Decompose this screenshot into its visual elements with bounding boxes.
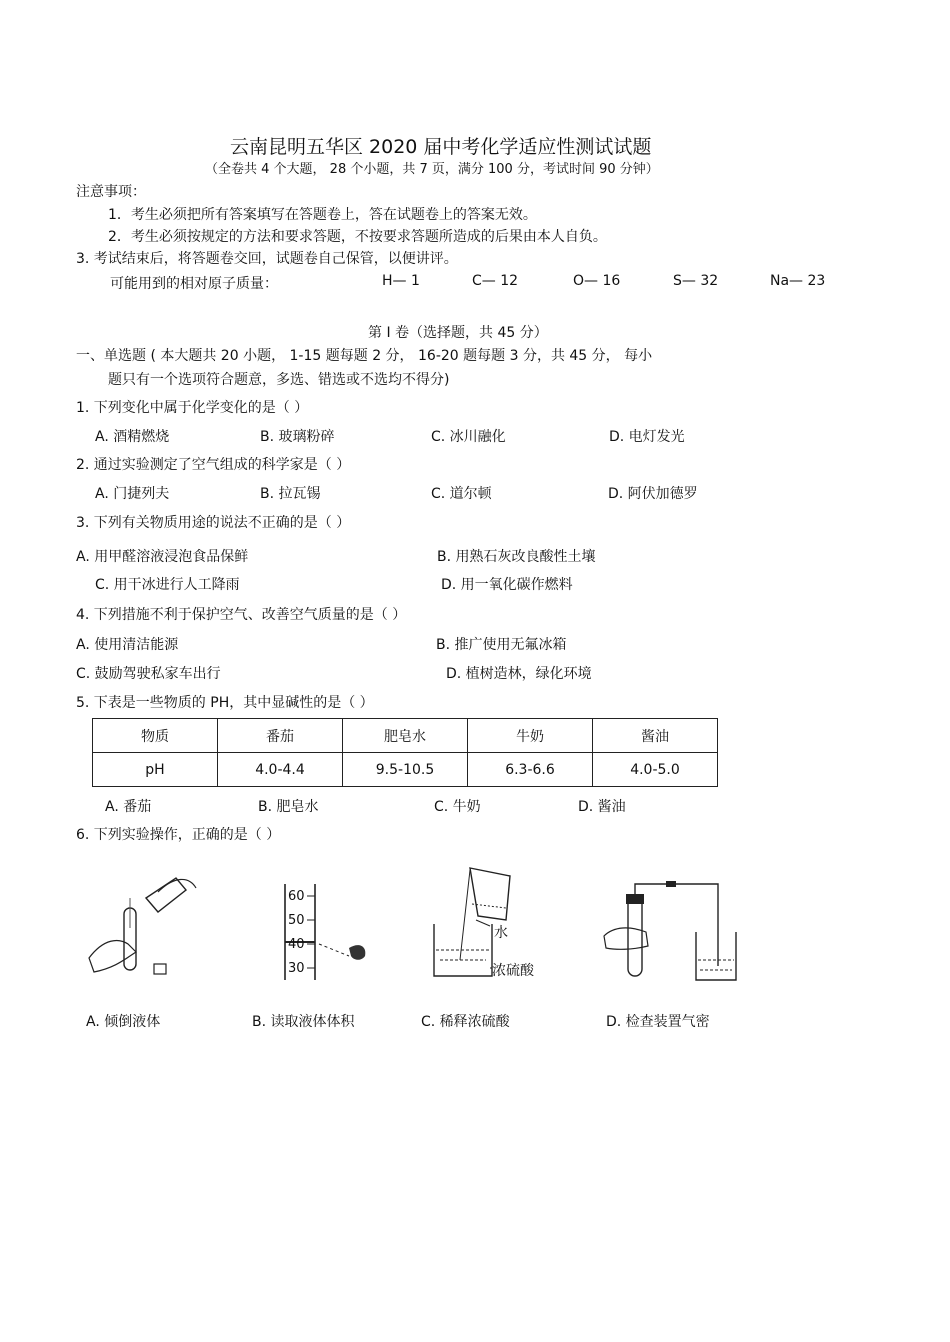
option-a: A. 番茄 xyxy=(105,799,152,815)
table-header-cell: 牛奶 xyxy=(468,719,593,753)
option-b: B. 拉瓦锡 xyxy=(260,486,321,502)
page-title: 云南昆明五华区 2020 届中考化学适应性测试试题 xyxy=(230,136,652,158)
table-cell: 4.0-4.4 xyxy=(218,753,343,787)
cylinder-tick: 60 xyxy=(288,889,305,904)
option-b: B. 用熟石灰改良酸性土壤 xyxy=(437,549,596,565)
table-header-cell: 肥皂水 xyxy=(343,719,468,753)
table-header-cell: 番茄 xyxy=(218,719,343,753)
figure-reading-volume xyxy=(275,880,375,980)
option-c: C. 用干冰进行人工降雨 xyxy=(95,577,240,593)
option-b: B. 玻璃粉碎 xyxy=(260,429,335,445)
notice-heading: 注意事项： xyxy=(76,184,146,200)
option-d: D. 阿伏加德罗 xyxy=(608,486,698,502)
part-instructions-cont: 题只有一个选项符合题意，多选、错选或不选均不得分) xyxy=(108,372,450,388)
option-a: A. 用甲醛溶液浸泡食品保鲜 xyxy=(76,549,249,565)
ph-table xyxy=(92,718,718,787)
option-a: A. 倾倒液体 xyxy=(86,1014,161,1030)
option-c: C. 稀释浓硫酸 xyxy=(421,1014,510,1030)
cylinder-tick: 50 xyxy=(288,913,305,928)
notice-item: 1．考生必须把所有答案填写在答题卷上，答在试题卷上的答案无效。 xyxy=(108,207,537,223)
atomic-mass-label: 可能用到的相对原子质量： xyxy=(110,276,278,292)
option-b: B. 读取液体体积 xyxy=(252,1014,355,1030)
exam-info: （全卷共 4 个大题， 28 个小题，共 7 页，满分 100 分，考试时间 90 分钟） xyxy=(205,162,659,177)
figure-diluting-acid xyxy=(430,864,534,984)
option-d: D. 酱油 xyxy=(578,799,626,815)
question-stem: 3. 下列有关物质用途的说法不正确的是（ ） xyxy=(76,515,351,531)
atomic-mass-o: O— 16 xyxy=(573,273,621,289)
table-cell: 4.0-5.0 xyxy=(593,753,718,787)
option-c: C. 道尔顿 xyxy=(431,486,492,502)
option-c: C. 鼓励驾驶私家车出行 xyxy=(76,666,221,682)
question-stem: 6. 下列实验操作，正确的是（ ） xyxy=(76,827,281,843)
question-stem: 4. 下列措施不利于保护空气、改善空气质量的是（ ） xyxy=(76,607,407,623)
notice-item: 2．考生必须按规定的方法和要求答题，不按要求答题所造成的后果由本人自负。 xyxy=(108,229,607,245)
option-a: A. 使用清洁能源 xyxy=(76,637,179,653)
question-stem: 2. 通过实验测定了空气组成的科学家是（ ） xyxy=(76,457,351,473)
notice-item: 3. 考试结束后，将答题卷交回，试题卷自己保管，以便讲评。 xyxy=(76,251,458,267)
option-d: D. 检查装置气密 xyxy=(606,1014,710,1030)
figure-pouring-liquid xyxy=(84,868,204,988)
atomic-mass-s: S— 32 xyxy=(673,273,719,289)
option-a: A. 门捷列夫 xyxy=(95,486,170,502)
atomic-mass-c: C— 12 xyxy=(472,273,519,289)
option-d: D. 电灯发光 xyxy=(609,429,685,445)
option-b: B. 肥皂水 xyxy=(258,799,319,815)
table-cell: 6.3-6.6 xyxy=(468,753,593,787)
table-cell: 9.5-10.5 xyxy=(343,753,468,787)
table-header-cell: 物质 xyxy=(93,719,218,753)
acid-label: 浓硫酸 xyxy=(492,963,534,979)
option-b: B. 推广使用无氟冰箱 xyxy=(436,637,567,653)
section-title: 第 I 卷（选择题，共 45 分） xyxy=(368,325,548,341)
option-c: C. 牛奶 xyxy=(434,799,481,815)
option-a: A. 酒精燃烧 xyxy=(95,429,170,445)
option-d: D. 用一氧化碳作燃料 xyxy=(441,577,573,593)
table-row xyxy=(93,719,718,753)
question-stem: 5. 下表是一些物质的 PH，其中显碱性的是（ ） xyxy=(76,695,374,711)
water-label: 水 xyxy=(494,925,508,941)
table-row xyxy=(93,753,718,787)
cylinder-tick: 40 xyxy=(288,937,305,952)
atomic-mass-h: H— 1 xyxy=(382,273,420,289)
figure-airtightness xyxy=(600,876,750,986)
atomic-mass-na: Na— 23 xyxy=(770,273,826,289)
option-c: C. 冰川融化 xyxy=(431,429,506,445)
option-d: D. 植树造林，绿化环境 xyxy=(446,666,592,682)
table-cell: pH xyxy=(93,753,218,787)
part-instructions: 一、单选题 ( 本大题共 20 小题， 1-15 题每题 2 分， 16-20 题每题 3 分，共 45 分， 每小 xyxy=(76,348,653,364)
table-header-cell: 酱油 xyxy=(593,719,718,753)
question-stem: 1. 下列变化中属于化学变化的是（ ） xyxy=(76,400,309,416)
cylinder-tick: 30 xyxy=(288,961,305,976)
